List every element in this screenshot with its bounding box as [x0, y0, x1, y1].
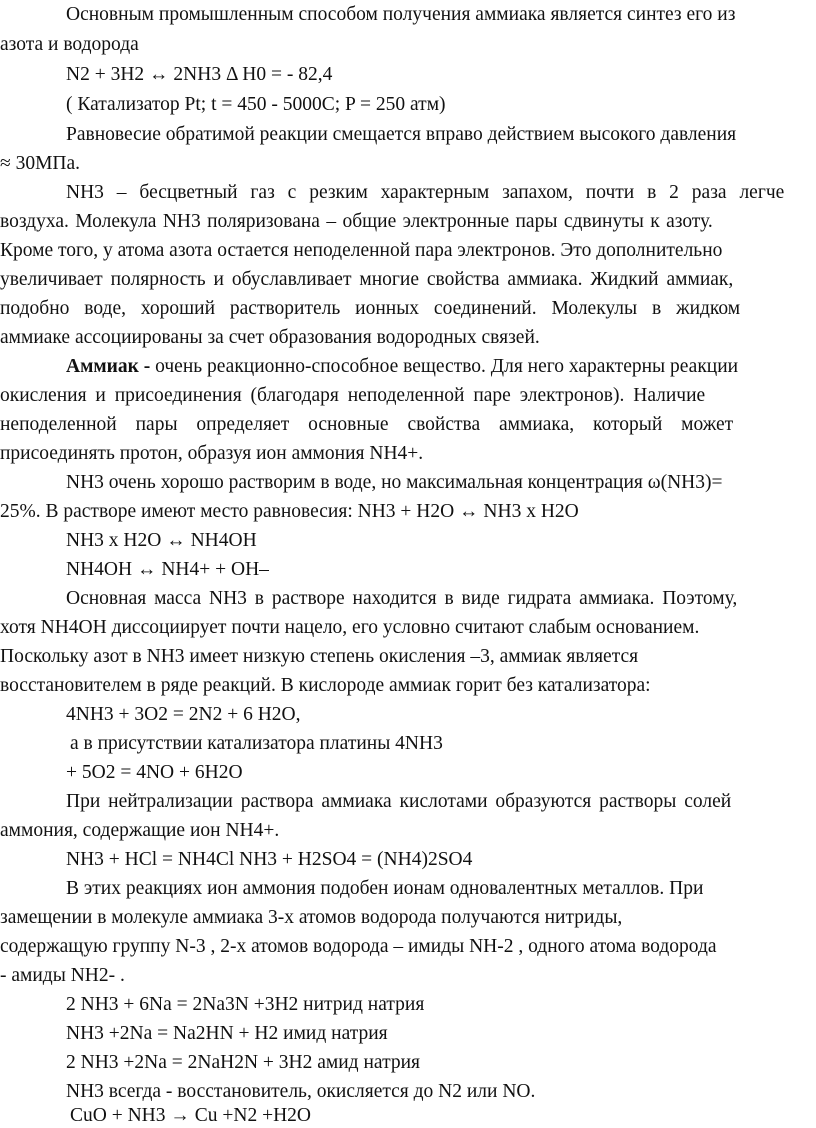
equation-synthesis: N2 + 3H2 ↔ 2NH3 Δ H0 = - 82,4 — [66, 64, 333, 85]
text-line-7-text: NH3 – бесцветный газ с резким характерным запахом, почти в 2 раза легче — [66, 182, 785, 203]
text-line-23: Поскольку азот в NH3 имеет низкую степень окисления –3, аммиак является — [0, 646, 639, 667]
equation-dissociation: NH4OH ↔ NH4+ + OH– — [66, 559, 269, 580]
text-line-29: аммония, содержащие ион NH4+. — [0, 820, 280, 841]
text-line-24: восстановителем в ряде реакций. В кислороде аммиак горит без катализатора: — [0, 675, 651, 696]
equation-catalytic-oxidation: + 5O2 = 4NO + 6H2O — [66, 762, 243, 783]
text-line-32: замещении в молекуле аммиака 3-х атомов водорода получаются нитриды, — [0, 907, 623, 928]
text-line-2: азота и водорода — [0, 34, 139, 55]
text-line-11: подобно воде, хороший растворитель ионных соединений. Молекулы в жидком — [0, 298, 741, 319]
bold-term-ammiak: Аммиак - — [66, 356, 151, 377]
text-line-1: Основным промышленным способом получения аммиака является синтез его из — [66, 4, 736, 25]
text-line-38: NH3 всегда - восстановитель, окисляется до N2 или NO. — [66, 1081, 536, 1102]
equation-imide: NH3 +2Na = Na2HN + H2 имид натрия — [66, 1023, 388, 1044]
text-line-12: аммиаке ассоциированы за счет образования водородных связей. — [0, 327, 540, 348]
equation-copper-reduction: CuO + NH3 → Cu +N2 +H2O — [70, 1105, 311, 1126]
text-line-15: неподеленной пары определяет основные свойства аммиака, который может — [0, 414, 734, 435]
text-line-16: присоединять протон, образуя ион аммония NH4+. — [0, 443, 424, 464]
text-line-14: окисления и присоединения (благодаря неподеленной паре электронов). Наличие — [0, 385, 706, 406]
text-line-10: увеличивает полярность и обуславливает многие свойства аммиака. Жидкий аммиак, — [0, 269, 734, 290]
equation-hydrate: NH3 x H2O ↔ NH4OH — [66, 530, 257, 551]
text-line-13-rest: очень реакционно-способное вещество. Для него характерны реакции — [155, 356, 739, 377]
text-line-26: а в присутствии катализатора платины 4NH3 — [70, 733, 443, 754]
text-line-5: Равновесие обратимой реакции смещается вправо действием высокого давления — [66, 124, 737, 145]
text-line-6: ≈ 30МПа. — [0, 153, 81, 174]
text-line-22: хотя NH4OH диссоциирует почти нацело, его условно считают слабым основанием. — [0, 617, 700, 638]
catalyst-conditions: ( Катализатор Pt; t = 450 - 5000C; P = 250 атм) — [66, 94, 446, 115]
text-line-17: NH3 очень хорошо растворим в воде, но максимальная концентрация ω(NH3)= — [66, 472, 723, 493]
text-line-8: воздуха. Молекула NH3 поляризована – общие электронные пары сдвинуты к азоту. — [0, 211, 713, 232]
text-line-13 — [66, 355, 738, 379]
equation-neutralization: NH3 + HCl = NH4Cl NH3 + H2SO4 = (NH4)2SO4 — [66, 849, 473, 870]
equation-amide: 2 NH3 +2Na = 2NaH2N + 3H2 амид натрия — [66, 1052, 420, 1073]
text-line-28: При нейтрализации раствора аммиака кислотами образуются растворы солей — [66, 791, 732, 812]
text-line-9: Кроме того, у атома азота остается неподеленной пара электронов. Это дополнительно — [0, 240, 723, 261]
equation-combustion: 4NH3 + 3O2 = 2N2 + 6 H2O, — [66, 704, 301, 725]
text-line-21: Основная масса NH3 в растворе находится в виде гидрата аммиака. Поэтому, — [66, 588, 738, 609]
text-line-7 — [66, 181, 816, 205]
text-line-33: содержащую группу N-3 , 2-х атомов водорода – имиды NH-2 , одного атома водорода — [0, 936, 717, 957]
equation-nitride: 2 NH3 + 6Na = 2Na3N +3H2 нитрид натрия — [66, 994, 425, 1015]
text-line-31: В этих реакциях ион аммония подобен ионам одновалентных металлов. При — [66, 878, 704, 899]
text-line-34: - амиды NH2- . — [0, 965, 125, 986]
text-line-18: 25%. В растворе имеют место равновесия: NH3 + H2O ↔ NH3 x H2O — [0, 501, 579, 522]
